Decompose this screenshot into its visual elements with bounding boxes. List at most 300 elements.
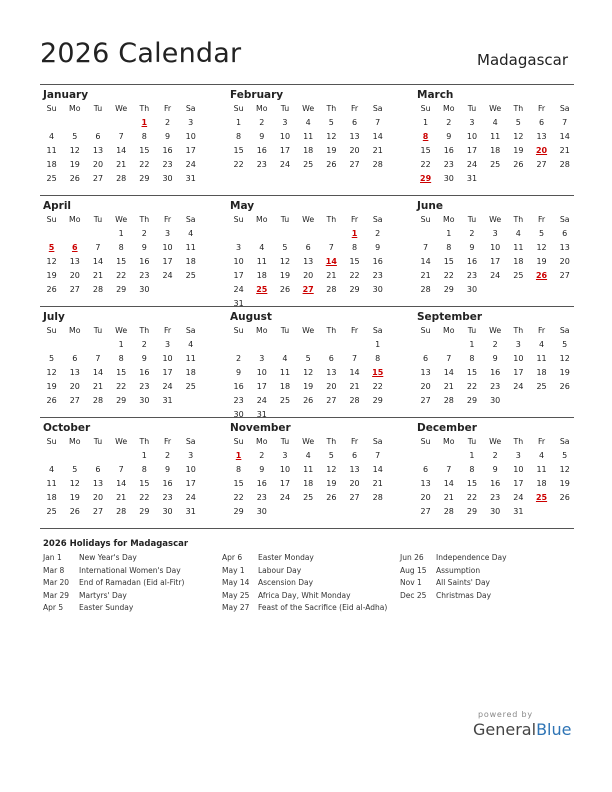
day-cell: 3 <box>164 340 171 349</box>
calendar-grid <box>40 84 574 529</box>
generalblue-logo[interactable] <box>473 720 571 739</box>
weekday-label: We <box>115 215 128 224</box>
weekday-label: Tu <box>280 326 290 335</box>
empty-cell <box>530 283 553 297</box>
weekday-label: Sa <box>559 104 570 113</box>
empty-cell <box>250 338 273 352</box>
day-cell: 16 <box>256 479 267 488</box>
day-cell: 7 <box>95 243 101 252</box>
weekday-label: Tu <box>280 215 290 224</box>
empty-cell <box>320 338 343 352</box>
day-cell: 4 <box>49 465 55 474</box>
holiday-date: May 14 <box>222 578 250 587</box>
day-cell: 6 <box>72 354 78 363</box>
day-cell: 19 <box>303 382 314 391</box>
day-cell: 16 <box>233 382 244 391</box>
day-cell: 16 <box>256 146 267 155</box>
holiday-name: Independence Day <box>436 553 507 562</box>
weekday-label: Th <box>513 326 524 335</box>
day-cell: 15 <box>233 146 244 155</box>
weekday-label: Mo <box>443 104 455 113</box>
day-cell: 16 <box>372 257 383 266</box>
day-cell: 9 <box>141 243 147 252</box>
day-cell: 14 <box>443 479 454 488</box>
weekday-label: We <box>302 215 315 224</box>
day-cell: 28 <box>92 396 104 405</box>
day-cell: 20 <box>69 382 80 391</box>
weekday-label: Sa <box>185 215 196 224</box>
day-cell: 5 <box>328 118 334 127</box>
empty-cell <box>63 227 86 241</box>
empty-cell <box>273 505 296 519</box>
day-cell: 6 <box>423 354 429 363</box>
day-cell: 18 <box>536 368 547 377</box>
holiday-item <box>43 602 184 615</box>
week-row <box>40 449 194 463</box>
week-row <box>40 158 196 172</box>
month-january <box>40 88 196 186</box>
day-cell: 11 <box>303 132 314 141</box>
day-cell: 4 <box>305 118 311 127</box>
empty-cell <box>484 283 507 297</box>
day-cell: 6 <box>423 465 429 474</box>
day-cell: 12 <box>536 243 547 252</box>
empty-cell <box>437 338 460 352</box>
weekday-label: Tu <box>93 215 103 224</box>
day-cell: 16 <box>490 368 501 377</box>
holiday-day: 6 <box>71 243 78 252</box>
holiday-date: Apr 6 <box>222 553 243 562</box>
weekday-label: We <box>489 215 502 224</box>
day-cell: 17 <box>279 146 291 155</box>
empty-cell <box>343 505 366 519</box>
weekday-header <box>414 102 570 116</box>
weekday-label: We <box>489 437 502 446</box>
weekday-label: Mo <box>69 215 81 224</box>
holiday-date: Mar 20 <box>43 578 70 587</box>
weekday-label: Fr <box>537 437 546 446</box>
day-cell: 31 <box>513 507 524 516</box>
empty-cell <box>40 338 63 352</box>
day-cell: 7 <box>351 354 358 363</box>
day-cell: 2 <box>492 451 498 460</box>
weekday-label: Tu <box>467 104 477 113</box>
month-july <box>40 310 196 408</box>
week-row <box>40 241 196 255</box>
day-cell: 24 <box>185 160 196 169</box>
week-row <box>414 463 570 477</box>
day-cell: 8 <box>351 243 358 252</box>
day-cell: 22 <box>139 493 150 502</box>
day-cell: 13 <box>326 368 337 377</box>
empty-cell <box>179 283 202 297</box>
holiday-item <box>222 577 387 590</box>
day-cell: 31 <box>466 174 478 183</box>
month-may <box>227 199 383 311</box>
day-cell: 27 <box>559 271 570 280</box>
day-cell: 6 <box>328 354 334 363</box>
day-cell: 18 <box>46 160 57 169</box>
holiday-name: Africa Day, Whit Monday <box>258 590 351 600</box>
day-cell: 11 <box>46 479 57 488</box>
day-cell: 21 <box>443 493 454 502</box>
powered-by-text: powered by <box>478 710 533 719</box>
holiday-column <box>43 552 184 615</box>
day-cell: 14 <box>372 465 383 474</box>
day-cell: 1 <box>118 229 124 238</box>
day-cell: 11 <box>185 354 196 363</box>
day-cell: 12 <box>559 354 570 363</box>
day-cell: 12 <box>326 465 337 474</box>
day-cell: 24 <box>162 382 173 391</box>
holiday-day: 1 <box>235 451 242 460</box>
day-cell: 21 <box>559 146 570 155</box>
day-cell: 13 <box>303 257 314 266</box>
day-cell: 6 <box>95 132 101 141</box>
month-june <box>414 199 570 297</box>
day-cell: 30 <box>256 507 267 516</box>
week-row <box>414 477 570 491</box>
day-cell: 17 <box>162 368 173 377</box>
holiday-item <box>400 590 507 603</box>
holidays-title: 2026 Holidays for Madagascar <box>43 539 189 549</box>
weekday-label: Sa <box>372 437 383 446</box>
week-row <box>227 380 383 394</box>
month-name: August <box>230 311 272 323</box>
day-cell: 28 <box>116 507 127 516</box>
day-cell: 26 <box>46 396 57 405</box>
day-cell: 20 <box>303 271 314 280</box>
day-cell: 17 <box>185 146 196 155</box>
holiday-day: 29 <box>420 174 432 183</box>
empty-cell <box>320 227 343 241</box>
empty-cell <box>86 116 109 130</box>
week-row <box>414 380 570 394</box>
weekday-label: Sa <box>559 215 570 224</box>
day-cell: 16 <box>443 146 454 155</box>
day-cell: 25 <box>279 396 291 405</box>
week-row <box>227 463 383 477</box>
day-cell: 18 <box>279 382 291 391</box>
day-cell: 2 <box>259 451 265 460</box>
week-row <box>414 130 570 144</box>
weekday-header <box>227 324 383 338</box>
weekday-header <box>40 213 196 227</box>
holiday-date: Mar 8 <box>43 565 65 575</box>
empty-cell <box>297 505 320 519</box>
day-cell: 7 <box>423 243 429 252</box>
day-cell: 22 <box>420 160 431 169</box>
day-cell: 31 <box>185 507 196 516</box>
day-cell: 2 <box>469 229 475 238</box>
holiday-date: Jun 26 <box>400 553 424 562</box>
day-cell: 18 <box>185 257 196 266</box>
day-cell: 13 <box>420 368 431 377</box>
month-name: February <box>230 89 284 101</box>
holiday-item <box>43 565 184 578</box>
day-cell: 2 <box>375 229 381 238</box>
weekday-label: We <box>489 326 502 335</box>
day-cell: 19 <box>559 479 570 488</box>
empty-cell <box>110 116 133 130</box>
holiday-item <box>222 590 387 603</box>
empty-cell <box>297 227 320 241</box>
day-cell: 25 <box>513 271 524 280</box>
day-cell: 16 <box>139 368 150 377</box>
month-august <box>227 310 384 422</box>
weekday-label: We <box>115 326 128 335</box>
weekday-header <box>227 102 383 116</box>
holiday-item <box>43 590 184 603</box>
holiday-column <box>222 552 387 615</box>
week-row <box>414 116 568 130</box>
day-cell: 27 <box>92 507 104 516</box>
day-cell: 17 <box>185 479 196 488</box>
weekday-label: Fr <box>350 326 359 335</box>
day-cell: 10 <box>256 368 267 377</box>
month-november <box>227 421 383 519</box>
holiday-date: Nov 1 <box>400 578 422 587</box>
day-cell: 26 <box>513 160 524 169</box>
weekday-label: Tu <box>280 104 290 113</box>
day-cell: 2 <box>141 340 147 349</box>
week-row <box>40 144 196 158</box>
empty-cell <box>530 394 553 408</box>
empty-cell <box>86 449 109 463</box>
day-cell: 7 <box>118 132 124 141</box>
weekday-header <box>40 435 196 449</box>
empty-cell <box>86 338 109 352</box>
week-row <box>40 366 196 380</box>
holiday-day: 1 <box>141 118 148 127</box>
day-cell: 10 <box>233 257 244 266</box>
day-cell: 29 <box>116 285 127 294</box>
day-cell: 26 <box>559 493 570 502</box>
weekday-header <box>414 213 570 227</box>
holiday-date: Aug 15 <box>400 565 427 575</box>
day-cell: 27 <box>536 160 547 169</box>
day-cell: 9 <box>469 243 475 252</box>
weekday-header <box>414 435 570 449</box>
day-cell: 5 <box>328 451 334 460</box>
day-cell: 9 <box>141 354 147 363</box>
weekday-label: Sa <box>185 437 196 446</box>
day-cell: 15 <box>420 146 431 155</box>
weekday-label: Tu <box>467 215 477 224</box>
weekday-label: Mo <box>256 104 268 113</box>
day-cell: 5 <box>538 229 545 238</box>
day-cell: 12 <box>559 465 570 474</box>
day-cell: 23 <box>490 382 501 391</box>
day-cell: 27 <box>349 493 360 502</box>
day-cell: 17 <box>233 271 244 280</box>
holiday-day: 1 <box>351 229 358 238</box>
weekday-label: Tu <box>93 104 103 113</box>
empty-cell <box>414 449 437 463</box>
day-cell: 30 <box>139 396 150 405</box>
weekday-label: We <box>302 104 315 113</box>
day-cell: 24 <box>513 493 524 502</box>
holiday-day: 27 <box>302 285 314 294</box>
empty-cell <box>320 505 343 519</box>
day-cell: 2 <box>164 451 171 460</box>
day-cell: 6 <box>351 118 358 127</box>
day-cell: 9 <box>259 132 265 141</box>
day-cell: 2 <box>259 118 265 127</box>
day-cell: 17 <box>256 382 267 391</box>
weekday-label: Sa <box>559 437 570 446</box>
day-cell: 19 <box>46 271 57 280</box>
day-cell: 30 <box>233 410 244 419</box>
week-row <box>40 477 196 491</box>
day-cell: 31 <box>256 410 267 419</box>
weekday-label: We <box>115 104 128 113</box>
day-cell: 23 <box>162 493 173 502</box>
weekday-label: Fr <box>350 215 359 224</box>
day-cell: 29 <box>466 396 478 405</box>
week-row <box>414 352 570 366</box>
day-cell: 11 <box>279 368 291 377</box>
holiday-date: Mar 29 <box>43 590 70 600</box>
day-cell: 29 <box>372 396 383 405</box>
weekday-label: Fr <box>163 326 172 335</box>
empty-cell <box>86 227 109 241</box>
calendar-row <box>40 417 574 529</box>
day-cell: 14 <box>116 479 127 488</box>
weekday-label: Mo <box>443 437 455 446</box>
weekday-label: Th <box>513 104 524 113</box>
day-cell: 13 <box>559 243 570 252</box>
weekday-label: Mo <box>256 215 268 224</box>
day-cell: 30 <box>490 396 501 405</box>
day-cell: 16 <box>162 146 173 155</box>
day-cell: 24 <box>256 396 267 405</box>
week-row <box>414 449 568 463</box>
day-cell: 23 <box>466 271 478 280</box>
day-cell: 14 <box>92 368 104 377</box>
week-row <box>414 227 568 241</box>
day-cell: 13 <box>349 465 360 474</box>
day-cell: 29 <box>233 507 244 516</box>
day-cell: 24 <box>162 271 173 280</box>
day-cell: 23 <box>233 396 244 405</box>
day-cell: 8 <box>469 465 475 474</box>
day-cell: 9 <box>259 465 265 474</box>
day-cell: 20 <box>326 382 337 391</box>
month-december <box>414 421 570 519</box>
holiday-name: Easter Sunday <box>79 603 134 612</box>
holiday-day: 8 <box>422 132 429 141</box>
holiday-date: May 25 <box>222 590 250 600</box>
week-row <box>414 491 570 505</box>
day-cell: 12 <box>46 368 57 377</box>
day-cell: 12 <box>326 132 337 141</box>
week-row <box>227 477 383 491</box>
day-cell: 15 <box>233 479 244 488</box>
empty-cell <box>437 449 460 463</box>
weekday-label: Fr <box>163 104 172 113</box>
day-cell: 6 <box>562 229 568 238</box>
day-cell: 22 <box>443 271 454 280</box>
day-cell: 30 <box>162 507 173 516</box>
holiday-day: 15 <box>372 368 384 377</box>
month-february <box>227 88 383 172</box>
day-cell: 15 <box>139 146 150 155</box>
day-cell: 8 <box>141 132 147 141</box>
empty-cell <box>156 283 179 297</box>
weekday-label: Mo <box>256 326 268 335</box>
day-cell: 29 <box>443 285 454 294</box>
weekday-header <box>227 435 383 449</box>
weekday-label: Fr <box>163 437 172 446</box>
day-cell: 13 <box>92 479 104 488</box>
day-cell: 18 <box>256 271 267 280</box>
weekday-label: Mo <box>256 437 268 446</box>
day-cell: 31 <box>185 174 196 183</box>
week-row <box>227 255 383 269</box>
weekday-label: Th <box>513 437 524 446</box>
weekday-label: Su <box>420 326 431 335</box>
holiday-name: New Year's Day <box>79 553 137 562</box>
calendar-row <box>40 84 574 195</box>
day-cell: 11 <box>490 132 501 141</box>
holiday-item <box>222 552 387 565</box>
weekday-label: Su <box>420 437 431 446</box>
empty-cell <box>40 116 63 130</box>
empty-cell <box>553 172 576 186</box>
holiday-item <box>400 577 507 590</box>
day-cell: 18 <box>303 479 314 488</box>
day-cell: 30 <box>162 174 173 183</box>
weekday-label: Sa <box>185 104 196 113</box>
day-cell: 14 <box>92 257 104 266</box>
weekday-label: Su <box>46 104 57 113</box>
day-cell: 24 <box>185 493 196 502</box>
day-cell: 27 <box>326 396 337 405</box>
day-cell: 5 <box>562 340 568 349</box>
week-row <box>40 172 196 186</box>
day-cell: 10 <box>185 132 196 141</box>
month-name: June <box>417 200 443 212</box>
day-cell: 3 <box>515 340 521 349</box>
weekday-label: Sa <box>372 104 383 113</box>
holiday-item <box>400 565 507 578</box>
day-cell: 8 <box>141 465 147 474</box>
week-row <box>414 255 570 269</box>
day-cell: 13 <box>536 132 547 141</box>
day-cell: 25 <box>185 271 196 280</box>
day-cell: 15 <box>466 479 478 488</box>
day-cell: 14 <box>349 368 360 377</box>
day-cell: 12 <box>513 132 524 141</box>
holiday-item <box>43 577 184 590</box>
day-cell: 28 <box>92 285 104 294</box>
day-cell: 13 <box>420 479 431 488</box>
day-cell: 6 <box>305 243 311 252</box>
day-cell: 5 <box>305 354 311 363</box>
month-name: September <box>417 311 483 323</box>
week-row <box>40 463 196 477</box>
day-cell: 1 <box>469 340 475 349</box>
day-cell: 15 <box>116 257 127 266</box>
day-cell: 15 <box>443 257 454 266</box>
day-cell: 23 <box>372 271 383 280</box>
weekday-label: Th <box>139 326 150 335</box>
empty-cell <box>273 338 296 352</box>
month-name: July <box>43 311 65 323</box>
holiday-name: All Saints' Day <box>436 578 490 587</box>
month-september <box>414 310 570 408</box>
